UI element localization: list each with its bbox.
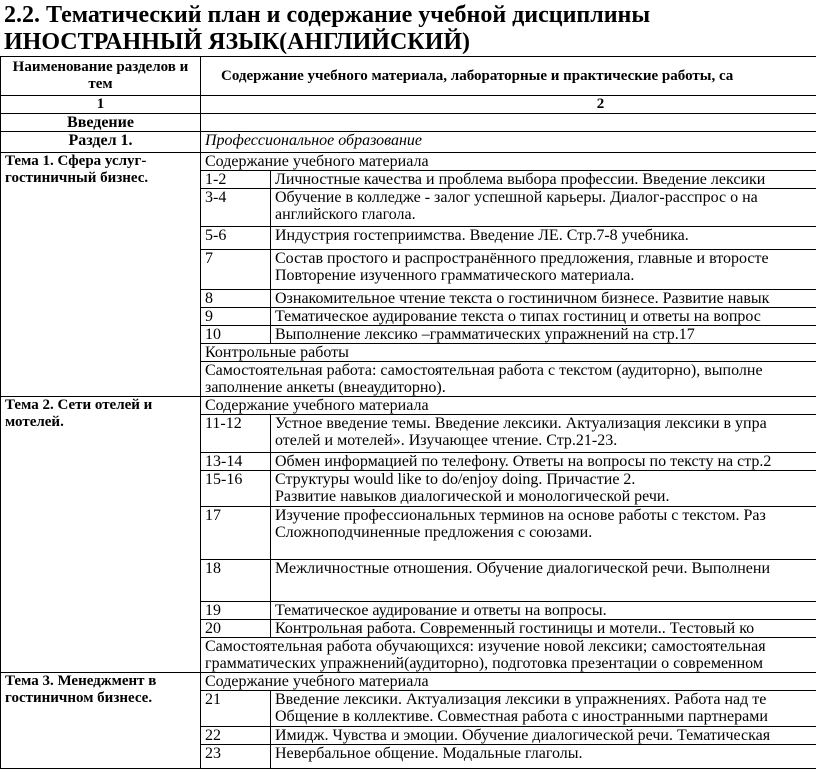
lesson-text: Имидж. Чувства и эмоции. Обучение диалогической речи. Тематическая <box>271 727 816 745</box>
table-header-row <box>1 57 816 96</box>
heading-line-1: 2.2. Тематический план и содержание учебной дисциплины <box>4 2 651 28</box>
lesson-number: 10 <box>201 326 271 344</box>
lesson-text: Тематическое аудирование и ответы на вопросы. <box>271 602 816 620</box>
lesson-number: 11-12 <box>201 415 271 453</box>
col2-header: Содержание учебного материала, лабораторные и практические работы, са <box>201 57 816 96</box>
lesson-number: 17 <box>201 507 271 560</box>
selfwork-text: Самостоятельная работа обучающихся: изучение новой лексики; самостоятельная <box>201 638 816 656</box>
lesson-number: 5-6 <box>201 227 271 250</box>
section-title: Профессиональное образование <box>201 132 816 153</box>
intro-label: Введение <box>1 114 201 132</box>
lesson-text: Устное введение темы. Введение лексики. Актуализация лексики в упра <box>275 415 767 432</box>
topic-1-name: Тема 1. Сфера услуг- гостиничный бизнес. <box>1 153 201 397</box>
lesson-text: Изучение профессиональных терминов на основе работы с текстом. Раз <box>275 507 766 524</box>
lesson-text: Введение лексики. Актуализация лексики в упражнениях. Работа над те <box>275 691 767 708</box>
lesson-text: Тематическое аудирование текста о типах гостиниц и ответы на вопрос <box>271 308 816 326</box>
lesson-text-cont: отелей и мотелей». Изучающее чтение. Стр.21-23. <box>275 432 618 449</box>
col1-number: 1 <box>1 96 201 114</box>
table-row <box>1 673 816 691</box>
topic-2-name: Тема 2. Сети отелей и мотелей. <box>1 397 201 673</box>
content-label: Содержание учебного материала <box>201 153 816 171</box>
col2-number: 2 <box>201 96 816 114</box>
lesson-text-cont: Развитие навыков диалогической и монологической речи. <box>275 488 670 505</box>
lesson-text: Личностные качества и проблема выбора профессии. Введение лексики <box>271 171 816 189</box>
lesson-text-cont: Общение в коллективе. Совместная работа с иностранными партнерами <box>275 708 768 725</box>
lesson-number: 8 <box>201 290 271 308</box>
lesson-text: Состав простого и распространённого предложения, главные и второсте <box>275 250 769 267</box>
lesson-text: Контрольная работа. Современный гостиницы и мотели.. Тестовый ко <box>271 620 816 638</box>
lesson-text: Структуры would like to do/enjoy doing. Причастие 2. <box>275 471 636 488</box>
lesson-number: 20 <box>201 620 271 638</box>
lesson-number: 22 <box>201 727 271 745</box>
lesson-number: 3-4 <box>201 189 271 227</box>
lesson-text: Обмен информацией по телефону. Ответы на вопросы по тексту на стр.2 <box>271 453 816 471</box>
lesson-number: 13-14 <box>201 453 271 471</box>
lesson-number: 7 <box>201 250 271 290</box>
section-name: Раздел 1. <box>1 132 201 153</box>
lesson-number: 21 <box>201 691 271 727</box>
page-heading <box>4 2 650 56</box>
lesson-text: Невербальное общение. Модальные глаголы. <box>271 745 816 769</box>
lesson-text-cont: английского глагола. <box>275 206 416 223</box>
lesson-text-cont: Сложноподчиненные предложения с союзами. <box>275 524 593 541</box>
lesson-number: 19 <box>201 602 271 620</box>
intro-row <box>1 114 816 132</box>
lesson-text: Ознакомительное чтение текста о гостиничном бизнесе. Развитие навык <box>271 290 816 308</box>
selfwork-text-cont: заполнение анкеты (внеаудиторно). <box>201 379 816 397</box>
thematic-plan-table <box>0 56 816 769</box>
content-label: Содержание учебного материала <box>201 673 816 691</box>
lesson-text: Индустрия гостеприимства. Введение ЛЕ. Стр.7-8 учебника. <box>271 227 816 250</box>
lesson-text: Межличностные отношения. Обучение диалогической речи. Выполнени <box>271 560 816 602</box>
selfwork-text: Самостоятельная работа: самостоятельная работа с текстом (аудиторно), выполне <box>201 362 816 380</box>
control-works-label: Контрольные работы <box>201 344 816 362</box>
lesson-number: 23 <box>201 745 271 769</box>
lesson-text: Выполнение лексико –грамматических упражнений на стр.17 <box>271 326 816 344</box>
topic-3-name: Тема 3. Менеджмент в гостиничном бизнесе. <box>1 673 201 769</box>
heading-line-2: ИНОСТРАННЫЙ ЯЗЫК(АНГЛИЙСКИЙ) <box>4 29 471 55</box>
column-number-row <box>1 96 816 114</box>
lesson-number: 15-16 <box>201 471 271 507</box>
selfwork-text-cont: грамматических упражнений(аудиторно), подготовка презентации о современном <box>201 655 816 673</box>
content-label: Содержание учебного материала <box>201 397 816 415</box>
lesson-number: 9 <box>201 308 271 326</box>
col1-header: Наименование разделов и тем <box>1 57 201 96</box>
table-row <box>1 397 816 415</box>
table-row <box>1 153 816 171</box>
section-row <box>1 132 816 153</box>
lesson-number: 1-2 <box>201 171 271 189</box>
lesson-text: Обучение в колледже - залог успешной карьеры. Диалог-расспрос о на <box>275 189 758 206</box>
thematic-plan-table-wrapper <box>0 56 816 783</box>
lesson-text-cont: Повторение изученного грамматического материала. <box>275 267 635 284</box>
lesson-number: 18 <box>201 560 271 602</box>
